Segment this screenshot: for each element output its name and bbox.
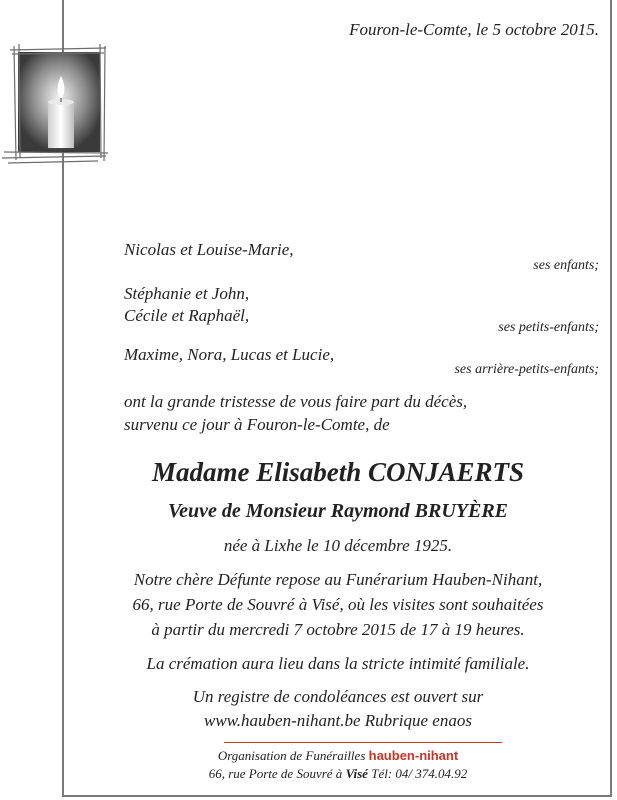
- spouse-line: Veuve de Monsieur Raymond BRUYÈRE: [167, 500, 509, 522]
- announcement-line-1: ont la grande tristesse de vous faire part du décès,: [124, 392, 468, 411]
- footer-address-prefix: 66, rue Porte de Souvré à: [208, 766, 343, 781]
- grandchildren-relation: ses petits-enfants;: [498, 320, 599, 335]
- great-grandchildren-relation: ses arrière-petits-enfants;: [454, 362, 599, 377]
- announcement-line-2: survenu ce jour à Fouron-le-Comte, de: [124, 415, 390, 434]
- place-date: Fouron-le-Comte, le 5 octobre 2015.: [349, 20, 599, 39]
- visit-line-1: Notre chère Défunte repose au Funérarium Hauben-Nihant,: [133, 570, 543, 589]
- visit-line-2: 66, rue Porte de Souvré à Visé, où les visites sont souhaitées: [132, 595, 544, 614]
- birth-line: née à Lixhe le 10 décembre 1925.: [223, 536, 453, 555]
- children-relation: ses enfants;: [533, 258, 599, 273]
- cremation-line: La crémation aura lieu dans la stricte intimité familiale.: [146, 654, 530, 673]
- footer-divider: [224, 742, 502, 743]
- footer-city: Visé: [345, 766, 368, 781]
- children-names: Nicolas et Louise-Marie,: [124, 240, 294, 259]
- footer-tel: Tél: 04/ 374.04.92: [371, 766, 468, 781]
- visit-line-3: à partir du mercredi 7 octobre 2015 de 17 à 19 heures.: [151, 620, 525, 639]
- footer-org-prefix: Organisation de Funérailles: [217, 748, 366, 763]
- candle-image: [0, 40, 110, 170]
- great-grandchildren-names: Maxime, Nora, Lucas et Lucie,: [124, 345, 335, 364]
- brand-logo: hauben-nihant: [368, 748, 459, 763]
- grandchildren-names-1: Stéphanie et John,: [124, 284, 250, 303]
- grandchildren-names-2: Cécile et Raphaël,: [124, 306, 250, 325]
- deceased-name: Madame Elisabeth CONJAERTS: [151, 457, 525, 487]
- footer-address: [62, 766, 614, 782]
- register-line-1: Un registre de condoléances est ouvert sur: [192, 687, 484, 706]
- register-line-2: www.hauben-nihant.be Rubrique enaos: [204, 711, 472, 730]
- footer-org: [62, 748, 614, 764]
